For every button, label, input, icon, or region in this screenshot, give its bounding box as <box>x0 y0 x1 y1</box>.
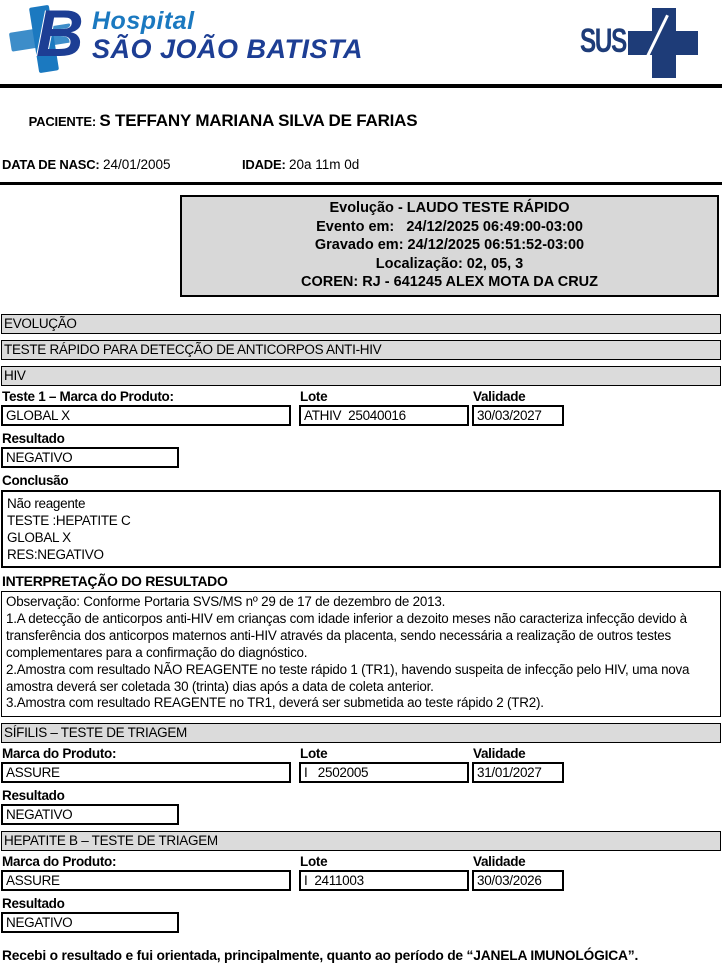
event-datetime: Evento em: 24/12/2025 06:49:00-03:00 <box>316 218 583 235</box>
sus-cross-icon <box>628 8 698 78</box>
event-location: Localização: 02, 05, 3 <box>375 255 524 272</box>
event-summary-box <box>180 195 719 297</box>
hiv-field-labels <box>0 389 722 404</box>
hospital-name <box>92 4 363 64</box>
hiv-marca-field: GLOBAL X <box>1 405 291 426</box>
patient-name: S TEFFANY MARIANA SILVA DE FARIAS <box>99 111 418 130</box>
interpretacao-box <box>1 591 721 717</box>
hospital-name-line1: Hospital <box>92 7 195 35</box>
section-bar-hepatite-b: HEPATITE B – TESTE DE TRIAGEM <box>1 831 721 851</box>
hospital-logo <box>8 0 364 78</box>
sifilis-field-values <box>0 762 722 783</box>
patient-section <box>0 88 722 182</box>
birth-date-value: 24/01/2005 <box>102 157 171 172</box>
conclusao-line: Não reagente <box>7 495 86 511</box>
hiv-resultado-field: NEGATIVO <box>1 447 179 468</box>
hiv-conclusao-box <box>1 490 721 568</box>
birth-date-label: DATA DE NASC: <box>2 157 103 172</box>
hepatite-b-resultado-field: NEGATIVO <box>1 912 179 933</box>
event-saved-datetime: Gravado em: 24/12/2025 06:51:52-03:00 <box>314 237 585 254</box>
hiv-validade-field: 30/03/2027 <box>472 405 564 426</box>
conclusao-line: TESTE :HEPATITE C <box>7 512 131 528</box>
section-bar-evolucao: EVOLUÇÃO <box>1 314 721 334</box>
hepatite-b-validade-field: 30/03/2026 <box>472 870 564 891</box>
hospital-logo-icon <box>8 0 94 78</box>
hepatite-b-lote-label: Lote <box>300 854 328 870</box>
hiv-lote-field: ATHIV 25040016 <box>299 405 469 426</box>
hepatite-b-field-labels <box>0 854 722 869</box>
hiv-conclusao-label: Conclusão <box>2 472 69 488</box>
patient-label: PACIENTE: <box>28 114 100 129</box>
patient-divider <box>0 182 722 185</box>
hepatite-b-marca-field: ASSURE <box>1 870 291 891</box>
sifilis-field-labels <box>0 746 722 761</box>
sifilis-lote-label: Lote <box>300 746 328 762</box>
hospital-name-line2: SÃO JOÃO BATISTA <box>92 34 364 64</box>
hepatite-b-marca-label: Marca do Produto: <box>2 854 117 870</box>
interpretacao-paragraph: 2.Amostra com resultado NÃO REAGENTE no teste rápido 1 (TR1), havendo suspeita de infecção pelo HIV, uma nova amostra deverá ser coletada 30 (trinta) dias após a data de coleta anterior. <box>6 661 690 694</box>
conclusao-line: GLOBAL X <box>7 529 71 545</box>
patient-birth-row <box>2 156 720 174</box>
hepatite-b-lote-field: I 2411003 <box>299 870 469 891</box>
event-title: Evolução - LAUDO TESTE RÁPIDO <box>329 200 570 216</box>
hiv-marca-label: Teste 1 – Marca do Produto: <box>2 388 174 404</box>
age-group <box>242 156 359 174</box>
interpretacao-paragraph: Observação: Conforme Portaria SVS/MS nº 29 de 17 de dezembro de 2013. <box>6 593 446 609</box>
age-value: 20a 11m 0d <box>289 157 360 172</box>
sus-cross-horizontal-bar <box>628 31 698 55</box>
report-header <box>0 0 722 84</box>
hepatite-b-resultado-label: Resultado <box>2 896 65 912</box>
age-label: IDADE: <box>242 157 289 172</box>
sifilis-marca-field: ASSURE <box>1 762 291 783</box>
hiv-lote-label: Lote <box>300 388 328 404</box>
sifilis-resultado-field: NEGATIVO <box>1 804 179 825</box>
hospital-b-monogram-icon: B <box>36 0 84 70</box>
sus-label: SUS <box>579 22 626 60</box>
hiv-field-values <box>0 405 722 426</box>
hepatite-b-field-values <box>0 870 722 891</box>
hepatite-b-validade-label: Validade <box>473 854 526 870</box>
section-bar-sifilis: SÍFILIS – TESTE DE TRIAGEM <box>1 723 721 743</box>
footer-note: Recebi o resultado e fui orientada, principalmente, quanto ao período de “JANELA IMUNOLÓGICA”. <box>2 948 639 963</box>
sifilis-validade-label: Validade <box>473 746 526 762</box>
interpretacao-title: INTERPRETAÇÃO DO RESULTADO <box>2 572 228 589</box>
conclusao-line: RES:NEGATIVO <box>7 546 104 562</box>
section-bar-teste-rapido: TESTE RÁPIDO PARA DETECÇÃO DE ANTICORPOS ANTI-HIV <box>1 340 721 360</box>
sifilis-validade-field: 31/01/2027 <box>472 762 564 783</box>
patient-name-row <box>2 93 720 149</box>
event-professional: COREN: RJ - 641245 ALEX MOTA DA CRUZ <box>300 274 599 291</box>
interpretacao-paragraph: 3.Amostra com resultado REAGENTE no TR1, deverá ser submetida ao teste rápido 2 (TR2). <box>6 695 544 711</box>
sifilis-resultado-label: Resultado <box>2 788 65 804</box>
hiv-resultado-label: Resultado <box>2 430 65 446</box>
section-bar-hiv: HIV <box>1 366 721 386</box>
sifilis-lote-field: I 2502005 <box>299 762 469 783</box>
sifilis-marca-label: Marca do Produto: <box>2 746 117 762</box>
hiv-validade-label: Validade <box>473 388 526 404</box>
birth-group <box>2 156 242 174</box>
interpretacao-paragraph: 1.A detecção de anticorpos anti-HIV em crianças com idade inferior a dezoito meses não caracteriza infecção devido à transferência dos anticorpos maternos anti-HIV através da placenta, sendo necessária a realização de outros testes complementares para a confirmação do diagnóstico. <box>6 610 687 660</box>
sus-logo <box>562 8 698 78</box>
